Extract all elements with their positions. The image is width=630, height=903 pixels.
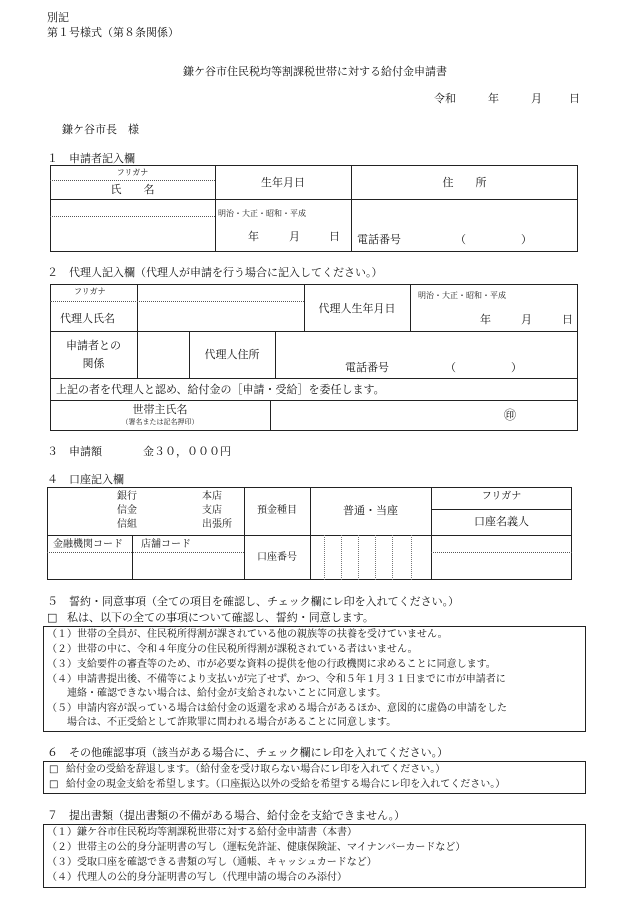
consent-item: （４）申請書提出後、不備等により支払いが完了せず、かつ、令和５年１月３１日までに市が申請者に (47, 674, 506, 685)
applicant-address-label: 住 所 (442, 176, 487, 189)
section-1-heading: １ 申請者記入欄 (47, 152, 135, 165)
branch-type-head: 本店 (202, 491, 222, 502)
cash-checkbox[interactable]: □ (49, 779, 59, 790)
applicant-name-label: 氏 名 (110, 183, 155, 196)
document-item: （１）鎌ケ谷市住民税均等割課税世帯に対する給付金申請書（本書） (47, 827, 357, 838)
agent-relation-line1: 申請者との (66, 339, 121, 352)
consent-item: （２）世帯の中に、令和４年度分の住民税所得割が課税されている者はいません。 (47, 644, 418, 655)
agent-name-label: 代理人氏名 (60, 312, 115, 325)
consent-item: （１）世帯の全員が、住民税所得割が課されている他の親族等の扶養を受けていません。 (47, 629, 448, 640)
agent-phone-label: 電話番号 (345, 361, 389, 374)
cash-label: 給付金の現金支給を希望します。（口座振込以外の受給を希望する場合にレ印を入れてください。） (66, 779, 506, 790)
annex-label: 別記 (47, 11, 69, 24)
agent-birth-day: 日 (562, 313, 573, 326)
applicant-phone-label: 電話番号 (357, 233, 401, 246)
applicant-birth-month: 月 (289, 230, 300, 243)
applicant-era-options: 明治・大正・昭和・平成 (218, 209, 306, 218)
bank-type-bank: 銀行 (117, 491, 137, 502)
account-holder-label: 口座名義人 (474, 515, 529, 528)
form-number: 第１号様式（第８条関係） (47, 26, 179, 39)
branch-code-label: 店舗コード (141, 539, 191, 550)
agent-relation-line2: 関係 (82, 357, 105, 370)
page-title: 鎌ケ谷市住民税均等割課税世帯に対する給付金申請書 (183, 65, 447, 78)
section-6-heading: ６ その他確認事項（該当がある場合に、チェック欄にレ印を入れてください。） (47, 746, 449, 759)
agent-era-options: 明治・大正・昭和・平成 (418, 291, 506, 300)
account-number-label: 口座番号 (257, 552, 297, 563)
decline-label: 給付金の受給を辞退します。（給付金を受け取らない場合にレ印を入れてください。） (66, 764, 446, 775)
consent-check-label: 私は、以下の全ての事項について確認し、誓約・同意します。 (67, 611, 374, 624)
consent-item: 連絡・確認できない場合は、給付金が支給されないことに同意します。 (47, 688, 387, 699)
holder-furigana-label: フリガナ (481, 491, 522, 502)
applicant-phone-paren: （ ） (455, 233, 532, 246)
document-item: （４）代理人の公的身分証明書の写し（代理申請の場合のみ添付） (47, 872, 347, 883)
bank-type-shinkumi: 信組 (117, 519, 137, 530)
section-2-heading: ２ 代理人記入欄（代理人が申請を行う場合に記入してください。） (47, 266, 383, 279)
bank-type-shinkin: 信金 (117, 505, 137, 516)
delegation-statement: 上記の者を代理人と認め、給付金の［申請・受給］を委任します。 (56, 383, 385, 396)
householder-label: 世帯主氏名 (132, 403, 188, 416)
date-era: 令和 (434, 92, 456, 105)
section-5-heading: ５ 誓約・同意事項（全ての項目を確認し、チェック欄にレ印を入れてください。） (47, 595, 460, 608)
agent-birth-month: 月 (521, 313, 532, 326)
householder-note: （署名または記名押印） (121, 418, 199, 426)
decline-checkbox[interactable]: □ (49, 764, 59, 775)
date-month: 月 (531, 92, 542, 105)
deposit-type-label: 預金種目 (257, 505, 297, 516)
seal-mark: ㊞ (504, 408, 517, 422)
section-4-heading: ４ 口座記入欄 (47, 473, 124, 486)
addressee: 鎌ケ谷市長 様 (62, 123, 139, 136)
agent-address-label: 代理人住所 (204, 348, 260, 361)
deposit-type-value: 普通・当座 (343, 504, 398, 517)
agent-furigana-label: フリガナ (74, 287, 106, 296)
applicant-birth-day: 日 (329, 230, 340, 243)
date-day: 日 (569, 92, 580, 105)
branch-type-branch: 支店 (202, 505, 222, 516)
applicant-birth-label: 生年月日 (261, 176, 305, 189)
applicant-furigana-label: フリガナ (116, 168, 149, 177)
application-amount: 金３０，０００円 (143, 445, 231, 458)
consent-checkbox[interactable]: □ (47, 611, 58, 624)
branch-type-sub: 出張所 (202, 519, 232, 530)
consent-item: 場合は、不正受給として詐欺罪に問われる場合があることに同意します。 (47, 717, 397, 728)
agent-birth-year: 年 (480, 313, 491, 326)
bank-code-label: 金融機関コード (53, 539, 123, 550)
agent-birth-label: 代理人生年月日 (318, 302, 396, 315)
consent-item: （３）支給要件の審査等のため、市が必要な資料の提供を他の行政機関に求めることに同意します。 (47, 659, 496, 670)
section-7-heading: ７ 提出書類（提出書類の不備がある場合、給付金を支給できません。） (47, 809, 406, 822)
consent-item: （５）申請内容が誤っている場合は給付金の返還を求める場合があるほか、意図的に虚偽の申請をした (47, 703, 507, 714)
section-3-heading: ３ 申請額 (47, 445, 102, 458)
agent-phone-paren: （ ） (445, 361, 522, 374)
document-item: （３）受取口座を確認できる書類の写し（通帳、キャッシュカードなど） (47, 857, 377, 868)
applicant-birth-year: 年 (248, 230, 259, 243)
date-year: 年 (488, 92, 499, 105)
document-item: （２）世帯主の公的身分証明書の写し（運転免許証、健康保険証、マイナンバーカードなど） (47, 842, 466, 853)
